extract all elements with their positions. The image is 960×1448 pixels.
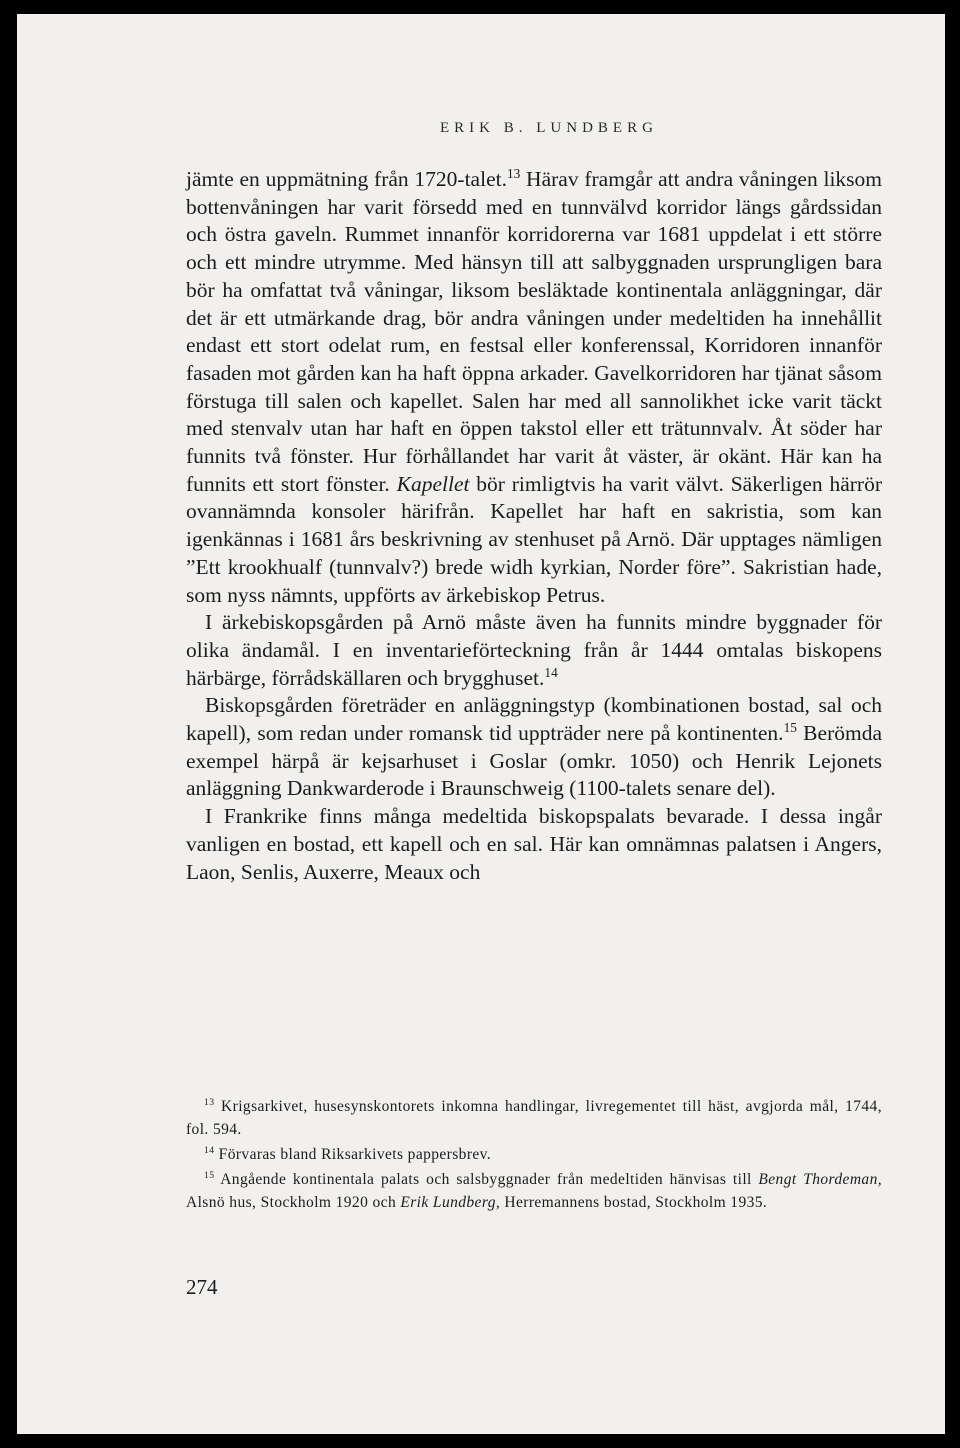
paragraph xyxy=(186,692,882,803)
paragraph xyxy=(186,166,882,609)
footnotes xyxy=(186,1095,882,1216)
text-run: Härav framgår att andra våningen liksom bottenvåningen har varit försedd med en tunnvälvd korridor längs gårdssidan och östra gaveln. Rummet innanför korridorerna var 1681 uppdelat i ett större och ett mindre utrymme. Med hänsyn till att salbyggnaden ursprungligen bara bör ha omfattat två våningar, liksom besläktade kontinentala anläggningar, där det är ett utmärkande drag, bör andra våningen under medeltiden ha innehållit endast ett stort odelat rum, en festsal eller konferenssal, Korridoren innanför fasaden mot gården kan ha haft öppna arkader. Gavelkorridoren har tjänat såsom förstuga till salen och kapellet. Salen har med all sannolikhet icke varit täckt med stenvalv utan har haft en öppen takstol eller ett trätunnvalv. Åt söder har funnits två fönster. Hur förhållandet har varit åt väster, är okänt. Här kan ha funnits ett stort fönster. xyxy=(186,167,883,496)
footnote xyxy=(186,1168,882,1214)
footnote-text: Herremannens bostad, Stockholm 1935. xyxy=(500,1194,768,1211)
footnote-text: Alsnö hus, Stockholm 1920 och xyxy=(186,1194,401,1211)
footnote-ref: 14 xyxy=(544,664,558,680)
text-run: jämte en uppmätning från 1720-talet. xyxy=(186,167,507,191)
footnote-number: 15 xyxy=(204,1169,215,1181)
emphasis-run: Erik Lundberg, xyxy=(400,1194,501,1211)
body-text xyxy=(186,166,882,886)
emphasis-run: Bengt Thordeman, xyxy=(758,1171,882,1188)
book-page xyxy=(17,14,945,1434)
footnote-ref: 15 xyxy=(783,719,797,735)
footnote-text: Krigsarkivet, husesynskontorets inkomna handlingar, livregementet till häst, avgjorda mål, 1744, fol. 594. xyxy=(186,1098,882,1138)
footnote xyxy=(186,1095,882,1141)
text-run: I ärkebiskopsgården på Arnö måste även ha funnits mindre byggnader för olika ändamål. I en inventarieförteckning från år 1444 omtalas biskopens härbärge, förrådskällaren och brygghuset. xyxy=(186,610,882,690)
page-number: 274 xyxy=(186,1275,218,1299)
footnote-number: 14 xyxy=(204,1144,215,1156)
footnote-text: Angående kontinentala palats och salsbyggnader från medeltiden hänvisas till xyxy=(214,1171,759,1188)
emphasis-run: Kapellet xyxy=(396,471,470,496)
footnote-ref: 13 xyxy=(506,165,521,181)
paragraph xyxy=(186,803,882,886)
text-run: bör rimligtvis ha varit välvt. Säkerligen härrör ovannämnda konsoler härifrån. Kapellet har haft en sakristia, som kan igenkännas i 1681 års beskrivning av stenhuset på Arnö. Där upptages nämligen ”Ett krookhualf (tunnvalv?) brede widh kyrkian, Norder före”. Sakristian hade, som nyss nämnts, uppförts av ärkebiskop Petrus. xyxy=(186,471,883,607)
footnote-text: Förvaras bland Riksarkivets pappersbrev. xyxy=(214,1146,492,1163)
footnote-number: 13 xyxy=(204,1096,215,1108)
paragraph xyxy=(186,609,882,692)
text-run: Berömda exempel härpå är kejsarhuset i Goslar (omkr. 1050) och Henrik Lejonets anläggning Dankwarderode i Braunschweig (1100-talets senare del). xyxy=(186,721,882,801)
text-run: I Frankrike finns många medeltida biskopspalats bevarade. I dessa ingår vanligen en bostad, ett kapell och en sal. Här kan omnämnas palatsen i Angers, Laon, Senlis, Auxerre, Meaux och xyxy=(186,804,882,884)
running-head: ERIK B. LUNDBERG xyxy=(440,120,658,136)
footnote xyxy=(186,1143,882,1166)
text-run: Biskopsgården företräder en anläggningstyp (kombinationen bostad, sal och kapell), som redan under romansk tid uppträder nere på kontinenten. xyxy=(186,693,882,746)
